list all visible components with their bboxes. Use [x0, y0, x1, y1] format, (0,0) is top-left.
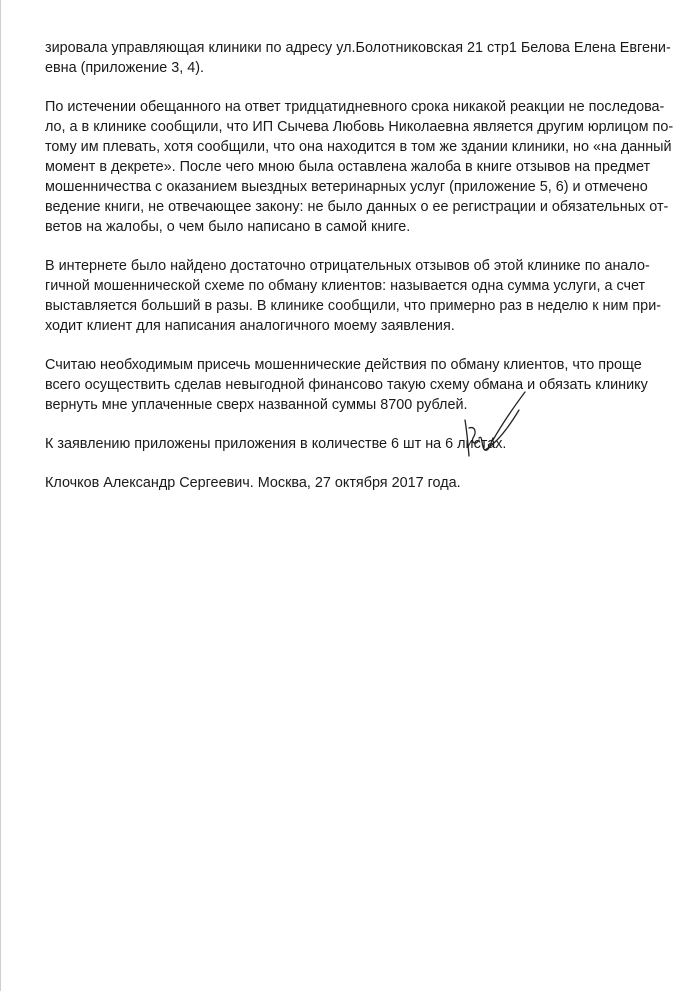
paragraph-no-response: [45, 97, 674, 237]
text-line: ветов на жалобы, о чем было написано в самой книге.: [45, 219, 411, 235]
text-line: Считаю необходимым присечь мошеннические действия по обману клиентов, что проще: [45, 357, 642, 373]
text-line: евна (приложение 3, 4).: [45, 60, 205, 76]
text-line: ло, а в клинике сообщили, что ИП Сычева Любовь Николаевна является другим юрлицом по-: [45, 119, 674, 135]
text-line: По истечении обещанного на ответ тридцатидневного срока никакой реакции не последова-: [45, 99, 665, 115]
document-body: [45, 38, 674, 512]
paragraph-author-date: [45, 473, 665, 493]
page-left-border: [0, 0, 1, 991]
text-line: выставляется больший в разы. В клинике сообщили, что примерно раз в неделю к ним при-: [45, 298, 662, 314]
text-line: гичной мошеннической схеме по обману клиентов: называется одна сумма услуги, а счет: [45, 278, 646, 294]
text-line: вернуть мне уплаченные сверх названной суммы 8700 рублей.: [45, 397, 468, 413]
paragraph-internet-reviews: [45, 256, 665, 336]
paragraph-request: [45, 355, 665, 415]
text-line: ходит клиент для написания аналогичного моему заявления.: [45, 318, 455, 334]
text-line: мошенничества с оказанием выездных ветеринарных услуг (приложение 5, 6) и отмечено: [45, 179, 648, 195]
paragraph-address-continuation: [45, 38, 671, 78]
text-line: всего осуществить сделав невыгодной финансово такую схему обмана и обязать клинику: [45, 377, 648, 393]
author-date-line: Клочков Александр Сергеевич. Москва, 27 октября 2017 года.: [45, 475, 461, 491]
text-line: К заявлению приложены приложения в количестве 6 шт на 6 листах.: [45, 436, 507, 452]
text-line: ведение книги, не отвечающее закону: не было данных о ее регистрации и обязательных от-: [45, 199, 669, 215]
text-line: тому им плевать, хотя сообщили, что она находится в том же здании клиники, но «на данный: [45, 139, 672, 155]
text-line: В интернете было найдено достаточно отрицательных отзывов об этой клинике по анало-: [45, 258, 650, 274]
text-line: зировала управляющая клиники по адресу ул.Болотниковская 21 стр1 Белова Елена Евгени-: [45, 40, 671, 56]
paragraph-attachments: [45, 434, 665, 454]
text-line: момент в декрете». После чего мною была оставлена жалоба в книге отзывов на предмет: [45, 159, 651, 175]
handwritten-signature: [455, 388, 535, 468]
